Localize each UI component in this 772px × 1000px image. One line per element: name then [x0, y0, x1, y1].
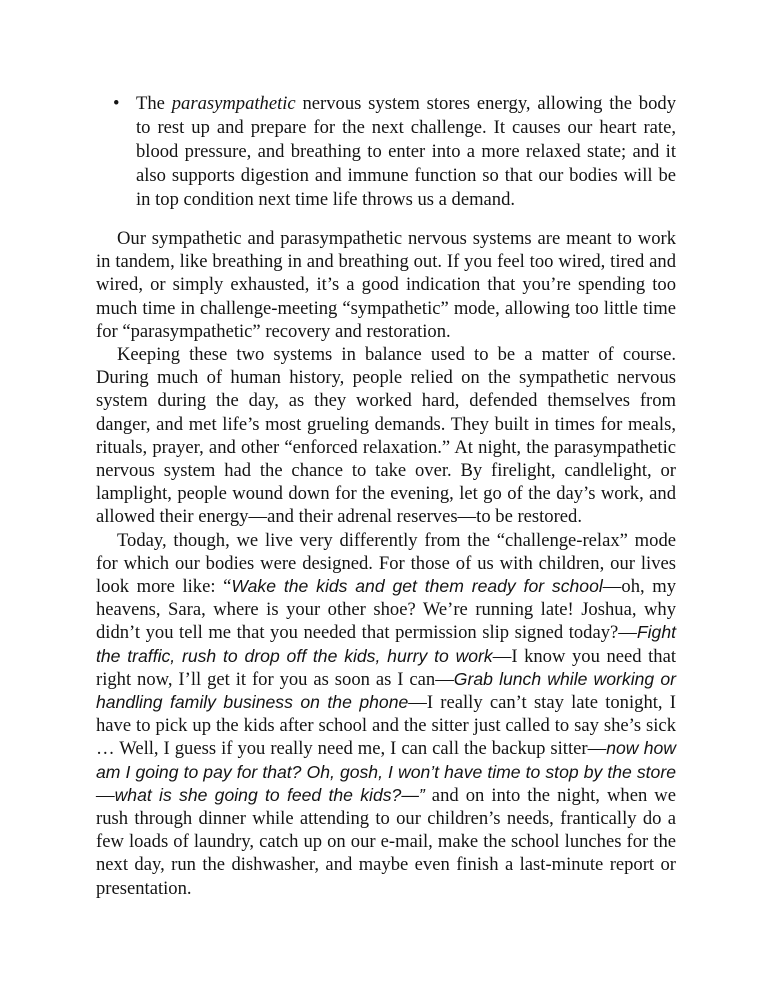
p3-italic-1: Wake the kids and get them ready for school: [231, 576, 603, 597]
bullet-item: [113, 92, 676, 212]
paragraph-3: [96, 529, 676, 900]
p3-italic-3: Grab lunch while working or handling family business on the phone: [96, 668, 676, 713]
p3-text-4: —I really can’t stay late tonight, I have to pick up the kids after school and the sitter just called to say she’s sick … Well, I guess if you really need me, I can call the backup sitter—: [96, 692, 676, 760]
p3-italic-4: now how am I going to pay for that? Oh, gosh, I won’t have time to stop by the store: [96, 738, 676, 782]
paragraph-2: Keeping these two systems in balance used to be a matter of course. During much of human history, people relied on the sympathetic nervous system during the day, as they worked hard, defended themselves from danger, and met life’s most grueling demands. They built in times for meals, rituals, prayer, and other “enforced relaxation.” At night, the parasympathetic nervous system had the chance to take over. By firelight, candlelight, or lamplight, people wound down for the evening, let go of the day’s work, and allowed their energy—and their adrenal reserves—to be restored.: [96, 344, 676, 528]
p3-text-6: and on into the night, when we rush through dinner while attending to our children’s needs, frantically do a few loads of laundry, catch up on our e-mail, make the school lunches for the next day, run the dishwasher, and maybe even finish a last-minute report or presentation.: [96, 784, 676, 899]
p3-italic-5: what is she going to feed the kids?—”: [114, 784, 425, 805]
p3-italic-2: Fight the traffic, rush to drop off the kids, hurry to work: [96, 622, 676, 666]
p3-text-3: —I know you need that right now, I’ll get it for you as soon as I can—: [96, 645, 676, 690]
p3-text-1: Today, though, we live very differently from the “challenge-relax” mode for which our bodies were designed. For those of us with children, our lives look more like: “: [96, 529, 676, 598]
bullet-text: [136, 92, 676, 212]
p3-text-2: —oh, my heavens, Sara, where is your other shoe? We’re running late! Joshua, why didn’t you tell me that you needed that permission slip signed today?—: [96, 576, 676, 644]
bullet-mark: •: [113, 93, 120, 114]
paragraph-1: Our sympathetic and parasympathetic nervous systems are meant to work in tandem, like breathing in and breathing out. If you feel too wired, tired and wired, or simply exhausted, it’s a good indication that you’re spending too much time in challenge-meeting “sympathetic” mode, allowing too little time for “parasympathetic” recovery and restoration.: [96, 228, 676, 342]
body-text: [96, 227, 676, 900]
p3-text-5: —: [96, 784, 115, 806]
bullet-term: parasympathetic: [171, 93, 296, 114]
bullet-text-pre: The: [136, 93, 172, 114]
bullet-text-post: nervous system stores energy, allowing the body to rest up and prepare for the next challenge. It causes our heart rate, blood pressure, and breathing to enter into a more relaxed state; and it also supports digestion and immune function so that our bodies will be in top condition next time life throws us a demand.: [136, 93, 676, 211]
